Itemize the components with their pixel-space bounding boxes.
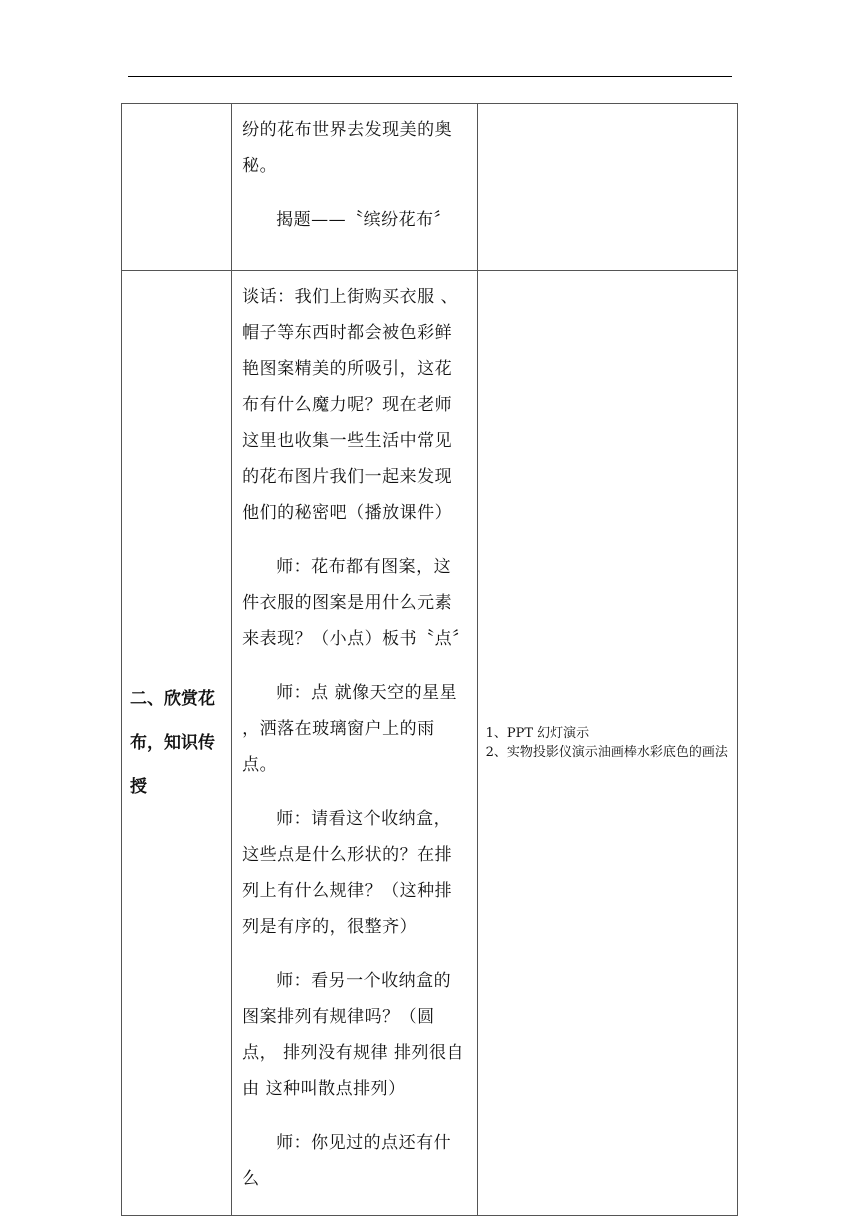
table-row xyxy=(122,271,738,1216)
stage-cell-empty xyxy=(122,104,232,271)
activity-paragraph: 谈话：我们上街购买衣服 、帽子等东西时都会被色彩鲜艳图案精美的所吸引，这花布有什么魔力呢？现在老师这里也收集一些生活中常见的花布图片我们一起来发现他们的秘密吧（播放课件） xyxy=(242,287,459,523)
stage-label: 二、欣赏花布，知识传授 xyxy=(130,689,215,797)
resource-cell xyxy=(477,271,737,1216)
activity-paragraph: 师：看另一个收纳盒的图案排列有规律吗？（圆点， 排列没有规律 排列很自由 这种叫散点排列） xyxy=(242,971,464,1099)
resource-item: 2、实物投影仪演示油画棒水彩底色的画法 xyxy=(485,745,728,760)
activity-paragraph: 师：点 就像天空的星星 ，洒落在玻璃窗户上的雨点。 xyxy=(242,683,458,775)
activity-paragraph: 师：请看这个收纳盒，这些点是什么形状的？在排列上有什么规律？（这种排列是有序的，很整齐） xyxy=(242,809,453,937)
resource-item: 1、PPT 幻灯演示 xyxy=(485,726,590,741)
table-row xyxy=(122,104,738,271)
activity-paragraph: 师：你见过的点还有什么 xyxy=(242,1133,452,1189)
stage-cell xyxy=(122,271,232,1216)
activity-paragraph: 师：花布都有图案，这件衣服的图案是用什么元素来表现？（小点）板书〝点〞 xyxy=(242,557,470,649)
activity-cell xyxy=(232,104,477,271)
activity-cell xyxy=(232,271,477,1216)
resource-cell-empty xyxy=(477,104,737,271)
header-rule xyxy=(128,76,732,77)
lesson-plan-table xyxy=(121,103,738,1216)
topic-reveal-text: 揭题——〝缤纷花布〞 xyxy=(276,210,452,230)
activity-text-line: 纷的花布世界去发现美的奥秘。 xyxy=(242,120,453,176)
